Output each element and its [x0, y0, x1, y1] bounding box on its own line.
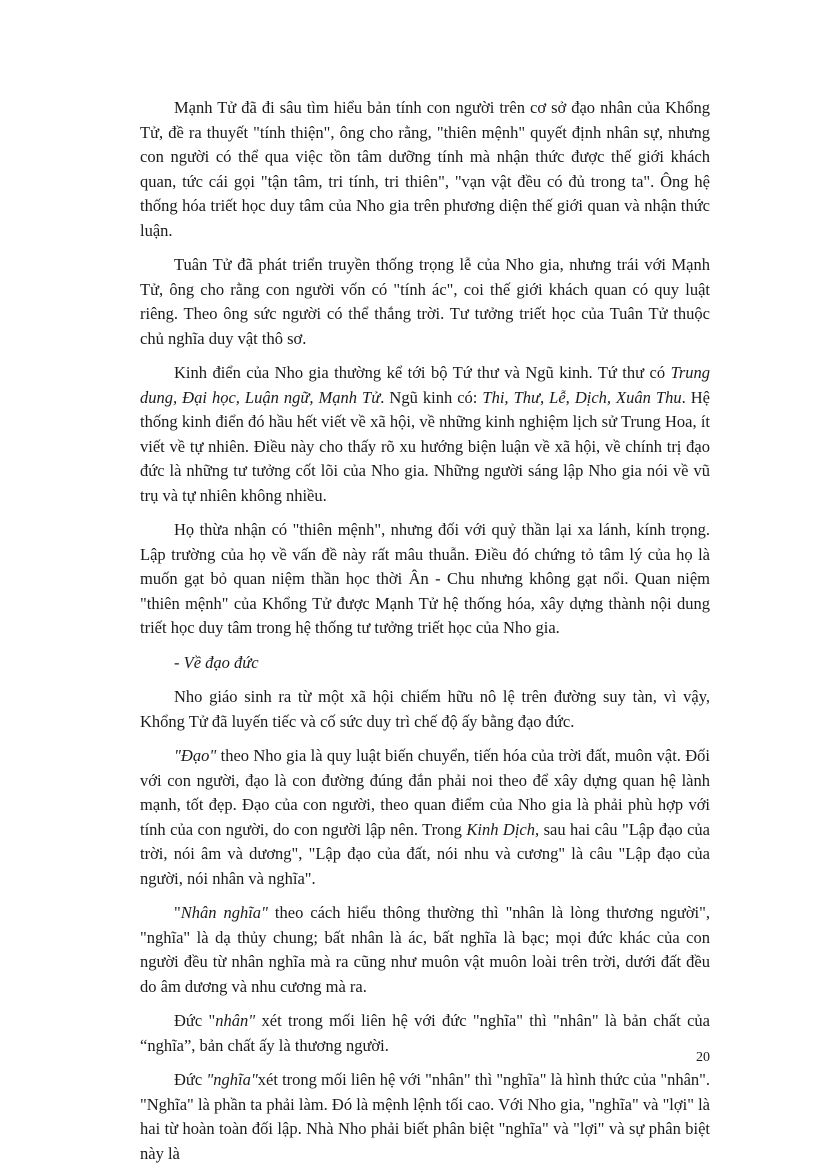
- text-run: Đức ": [174, 1011, 216, 1030]
- italic-nghia: "nghĩa": [206, 1070, 258, 1089]
- italic-tu-thu: Trung dung, Đại học, Luận ngữ, Mạnh Tử: [140, 363, 710, 407]
- paragraph-duc-nghia: [140, 1068, 710, 1166]
- page-number: 20: [696, 1050, 710, 1065]
- italic-dao: "Đạo": [174, 746, 217, 765]
- italic-kinh-dich: Kinh Dịch: [466, 819, 536, 839]
- text-run: Đức: [174, 1070, 207, 1089]
- paragraph-duc-nhan: [140, 1009, 710, 1058]
- text-run: theo Nho gia là quy luật biến chuyển, tiến hóa của trời đất, muôn vật. Đối với con người, đạo là con đường đúng đắn phải noi theo để xây dựng quan hệ lành mạnh, tốt đẹp. Đạo của con người, theo quan điểm của Nho gia là phải phù hợp với tính của con người, do con người lập nên. Trong: [140, 746, 710, 839]
- italic-nhan-nghia: Nhân nghĩa": [180, 903, 268, 922]
- heading-text: - Về đạo đức: [174, 652, 259, 672]
- paragraph-nho-giao: Nho giáo sinh ra từ một xã hội chiếm hữu nô lệ trên đường suy tàn, vì vậy, Khổng Tử đã luyến tiếc và cố sức duy trì chế độ ấy bằng đạo đức.: [140, 687, 710, 731]
- text-run: . Ngũ kinh có:: [380, 387, 483, 407]
- italic-ngu-kinh: Thi, Thư, Lễ, Dịch, Xuân Thu: [482, 387, 682, 407]
- paragraph-nhan-nghia: [140, 901, 710, 999]
- text-run: ": [174, 903, 181, 922]
- italic-nhan: nhân": [215, 1011, 256, 1030]
- paragraph-thien-menh: Họ thừa nhận có "thiên mệnh", nhưng đối với quỷ thần lại xa lánh, kính trọng. Lập trường của họ về vấn đề này rất mâu thuẫn. Điều đó chứng tỏ tâm lý của họ là muốn gạt bỏ quan niệm thần học thời Ân - Chu nhưng không gạt nổi. Quan niệm "thiên mệnh" của Khổng Tử được Mạnh Tử hệ thống hóa, xây dựng thành nội dung triết học duy tâm trong hệ thống tư tưởng triết học của Nho gia.: [140, 520, 710, 637]
- text-run: theo cách hiểu thông thường thì "nhân là lòng thương người", "nghĩa" là dạ thủy chung; bất nhân là ác, bất nghĩa là bạc; mọi đức khác của con người đều từ nhân nghĩa mà ra cũng như muôn vật muôn loài trên trời, dưới đất đều do âm dương và nhu cương mà ra.: [140, 903, 710, 996]
- text-run: , sau hai câu "Lập đạo của trời, nói âm và dương", "Lập đạo của đất, nói nhu và cương" là câu "Lập đạo của người, nói nhân và nghĩa".: [140, 819, 710, 888]
- section-heading-dao-duc: [140, 651, 710, 676]
- paragraph-dao: [140, 744, 710, 891]
- text-run: xét trong mối liên hệ với "nhân" thì "nghĩa" là hình thức của "nhân". "Nghĩa" là phần ta phải làm. Đó là mệnh lệnh tối cao. Với Nho gia, "nghĩa" và "lợi" là hai từ hoàn toàn đối lập. Nhà Nho phải biết phân biệt "nghĩa" và "lợi" và sự phân biệt này là: [140, 1070, 711, 1163]
- text-run: . Hệ thống kinh điển đó hầu hết viết về xã hội, về những kinh nghiệm lịch sử Trung Hoa, ít viết về tự nhiên. Điều này cho thấy rõ xu hướng biện luận về xã hội, về chính trị đạo đức là những tư tưởng cốt lõi của Nho gia. Những người sáng lập Nho gia nói về vũ trụ và tự nhiên không nhiều.: [140, 387, 711, 505]
- text-run: xét trong mối liên hệ với đức "nghĩa" thì "nhân" là bản chất của “nghĩa”, bản chất ấy là thương người.: [140, 1011, 710, 1055]
- paragraph-tuan-tu: Tuân Tử đã phát triển truyền thống trọng lễ của Nho gia, nhưng trái với Mạnh Tử, ông cho rằng con người vốn có "tính ác", coi thế giới khách quan có quy luật riêng. Theo ông sức người có thể thắng trời. Tư tưởng triết học của Tuân Tử thuộc chủ nghĩa duy vật thô sơ.: [140, 255, 710, 348]
- page-body: [140, 96, 710, 1166]
- paragraph-manh-tu: Mạnh Tử đã đi sâu tìm hiểu bản tính con người trên cơ sở đạo nhân của Khổng Tử, đề ra thuyết "tính thiện", ông cho rằng, "thiên mệnh" quyết định nhân sự, nhưng con người có thể qua việc tồn tâm dưỡng tính mà nhận thức được thế giới khách quan, tức cái gọi "tận tâm, tri tính, tri thiên", "vạn vật đều có đủ trong ta". Ông hệ thống hóa triết học duy tâm của Nho gia trên phương diện thế giới quan và nhận thức luận.: [140, 98, 710, 240]
- paragraph-kinh-dien: [140, 361, 710, 508]
- text-run: Kinh điển của Nho gia thường kể tới bộ Tứ thư và Ngũ kinh. Tứ thư có: [174, 363, 671, 382]
